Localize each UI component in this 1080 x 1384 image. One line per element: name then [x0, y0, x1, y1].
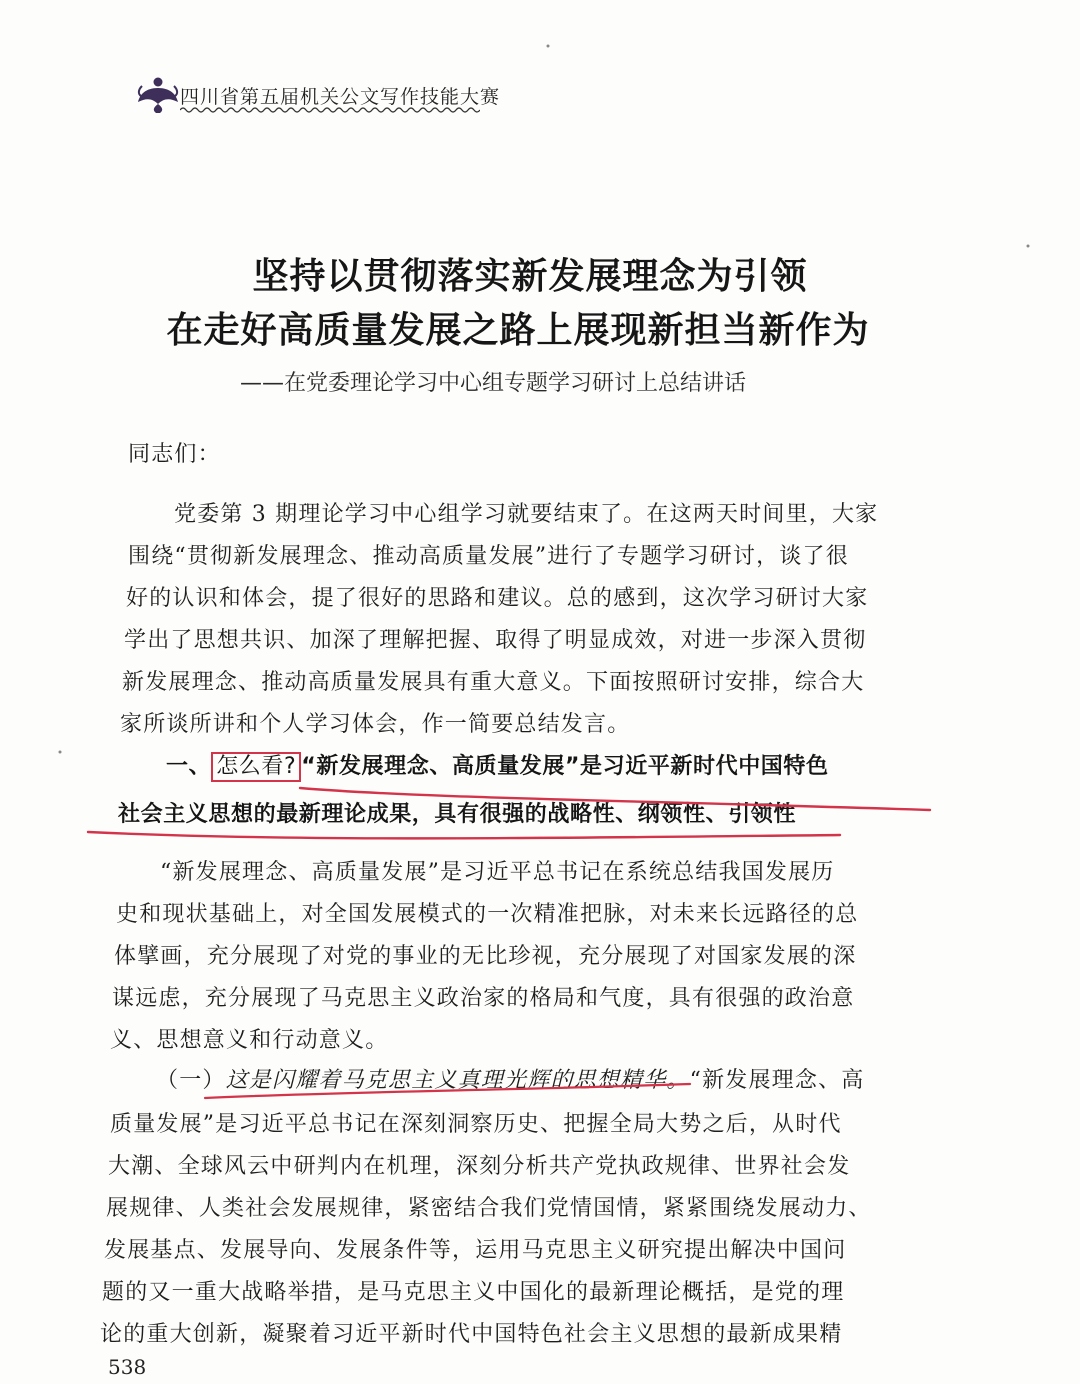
subsection-1-line: 大潮、全球风云中研判内在机理，深刻分析共产党执政规律、世界社会发	[108, 1154, 851, 1179]
section-number: 一、	[166, 754, 212, 779]
subsection-1-line: 论的重大创新，凝聚着习近平新时代中国特色社会主义思想的最新成果精	[100, 1322, 843, 1347]
subsection-heading: 这是闪耀着马克思主义真理光辉的思想精华。	[225, 1068, 690, 1093]
intro-line: 党委第 3 期理论学习中心组学习就要结束了。在这两天时间里，大家	[174, 502, 879, 527]
document-title-line-1: 坚持以贯彻落实新发展理念为引领	[252, 255, 808, 297]
wavy-underline	[180, 106, 480, 114]
document-title-line-2: 在走好高质量发展之路上展现新担当新作为	[166, 309, 870, 351]
subsection-number: （一）	[156, 1068, 226, 1093]
scan-speck	[547, 45, 550, 48]
section-1-heading	[166, 752, 829, 782]
section-1-body-line: 体擘画，充分展现了对党的事业的无比珍视，充分展现了对国家发展的深	[114, 944, 857, 969]
section-heading-text: “新发展理念、高质量发展”是习近平新时代中国特色	[301, 754, 829, 779]
intro-line: 学出了思想共识、加深了理解把握、取得了明显成效，对进一步深入贯彻	[124, 628, 867, 653]
section-1-body-line: 义、思想意义和行动意义。	[110, 1028, 389, 1053]
subsection-1-first-line	[156, 1066, 864, 1096]
section-1-body-line: 史和现状基础上，对全国发展模式的一次精准把脉，对未来长远路径的总	[116, 902, 859, 927]
header-organization: 四川省第五届机关公文写作技能大赛	[180, 86, 501, 108]
circled-annotation: 怎么看?	[211, 752, 301, 782]
intro-line: 新发展理念、推动高质量发展具有重大意义。下面按照研讨安排，综合大	[122, 670, 865, 695]
contest-logo-icon	[136, 74, 180, 114]
intro-line: 好的认识和体会，提了很好的思路和建议。总的感到，这次学习研讨大家	[126, 586, 869, 611]
running-header	[136, 74, 501, 116]
scan-speck	[59, 751, 62, 754]
intro-line: 家所谈所讲和个人学习体会，作一简要总结发言。	[120, 712, 631, 737]
subsection-1-line: 题的又一重大战略举措，是马克思主义中国化的最新理论概括，是党的理	[102, 1280, 845, 1305]
section-1-body-line: 谋远虑，充分展现了马克思主义政治家的格局和气度，具有很强的政治意	[112, 986, 855, 1011]
subsection-1-line: 展规律、人类社会发展规律，紧密结合我们党情国情，紧紧围绕发展动力、	[106, 1196, 872, 1221]
salutation: 同志们：	[128, 442, 221, 467]
section-1-heading-line-2: 社会主义思想的最新理论成果，具有很强的战略性、纲领性、引领性	[118, 802, 797, 827]
section-1-body-line: “新发展理念、高质量发展”是习近平总书记在系统总结我国发展历	[160, 860, 835, 885]
intro-line: 围绕“贯彻新发展理念、推动高质量发展”进行了专题学习研讨，谈了很	[128, 544, 849, 569]
subsection-1-line: 发展基点、发展导向、发展条件等，运用马克思主义研究提出解决中国问	[104, 1238, 847, 1263]
document-subtitle: ——在党委理论学习中心组专题学习研讨上总结讲话	[240, 371, 747, 396]
subsection-text: “新发展理念、高	[689, 1068, 865, 1093]
red-underline-heading-line-2	[88, 832, 840, 838]
subsection-1-line: 质量发展”是习近平总书记在深刻洞察历史、把握全局大势之后，从时代	[110, 1112, 842, 1137]
page-number: 538	[108, 1355, 147, 1379]
